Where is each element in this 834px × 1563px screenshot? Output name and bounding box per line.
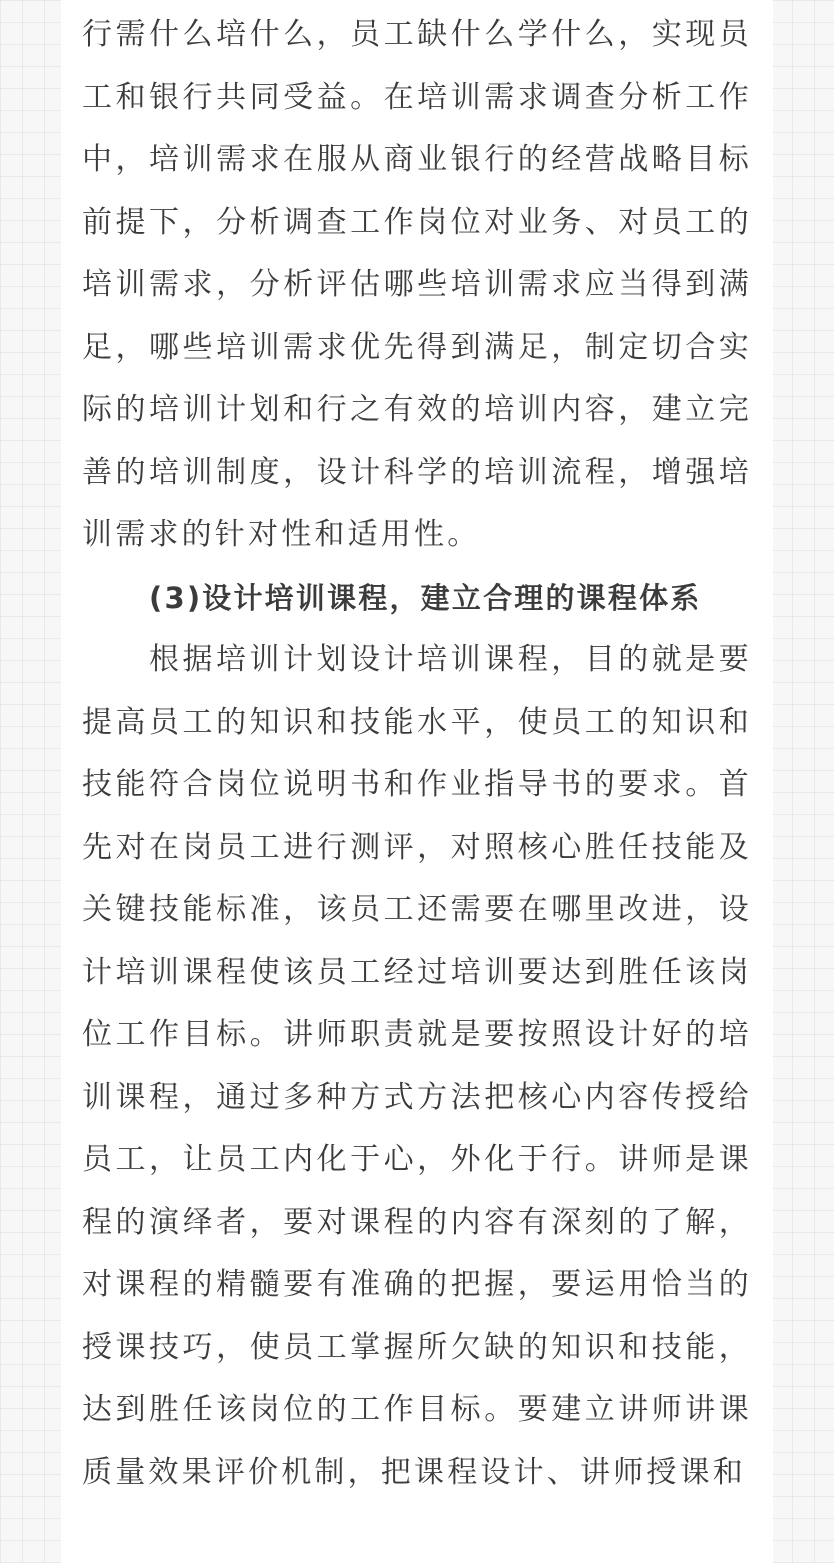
article-body xyxy=(61,0,773,1563)
paragraph-course-design: 根据培训计划设计培训课程，目的就是要提高员工的知识和技能水平，使员工的知识和技能符合岗位说明书和作业指导书的要求。首先对在岗员工进行测评，对照核心胜任技能及关键技能标准，该员工还需要在哪里改进，设计培训课程使该员工经过培训要达到胜任该岗位工作目标。讲师职责就是要按照设计好的培训课程，通过多种方式方法把核心内容传授给员工，让员工内化于心，外化于行。讲师是课程的演绎者，要对课程的内容有深刻的了解，对课程的精髓要有准确的把握，要运用恰当的授课技巧，使员工掌握所欠缺的知识和技能，达到胜任该岗位的工作目标。要建立讲师讲课质量效果评价机制，把课程设计、讲师授课和 xyxy=(82,642,752,1490)
paragraph-training-needs: 行需什么培什么，员工缺什么学什么，实现员工和银行共同受益。在培训需求调查分析工作中，培训需求在服从商业银行的经营战略目标前提下，分析调查工作岗位对业务、对员工的培训需求，分析评估哪些培训需求应当得到满足，哪些培训需求优先得到满足，制定切合实际的培训计划和行之有效的培训内容，建立完善的培训制度，设计科学的培训流程，增强培训需求的针对性和适用性。 xyxy=(82,17,752,552)
section-heading-course-design: (3)设计培训课程，建立合理的课程体系 xyxy=(149,580,702,615)
